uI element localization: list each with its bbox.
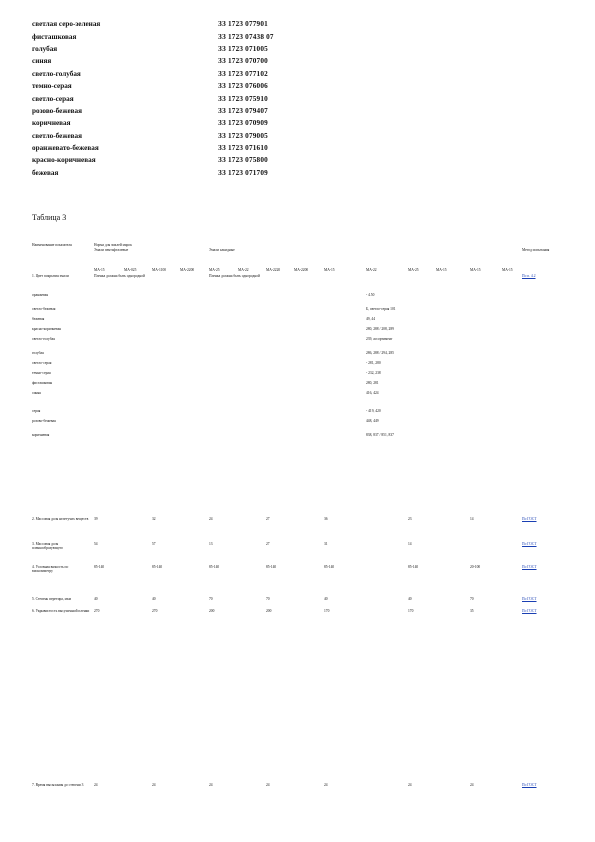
table-cell: 24	[266, 783, 270, 787]
table-cell: 85-140	[408, 565, 419, 569]
table-cell: 20-100	[470, 565, 481, 569]
row-label: красно-коричневая	[32, 327, 61, 331]
color-code: ЗЗ 1723 071610	[218, 144, 268, 153]
row-label: 7. Время высыхания до степени 3	[32, 783, 84, 787]
table-cell: 200	[266, 609, 272, 613]
method-link[interactable]: По ГОСТ	[522, 517, 537, 521]
color-code: ЗЗ 1723 077901	[218, 20, 268, 29]
color-code: ЗЗ 1723 079407	[218, 106, 268, 115]
table-cell: 280, 288 / 208, 289	[366, 327, 394, 331]
table-cell: 27	[266, 542, 270, 546]
table-cell: - 232, 238	[366, 371, 381, 375]
color-name: розово-бежевая	[32, 106, 83, 115]
table-cell: 24	[209, 783, 213, 787]
row-label: 4. Условная вязкость по вискозиметру	[32, 565, 69, 574]
table-subheader: МА-25	[209, 268, 220, 272]
table-subheader: МА-1100	[152, 268, 167, 272]
table-subheader: МА-25	[408, 268, 419, 272]
table-cell: Пленка должна быть однородной	[209, 274, 260, 278]
table-cell: 24	[94, 783, 98, 787]
table-cell: 85-140	[152, 565, 163, 569]
color-name: красно-коричневая	[32, 156, 96, 165]
table-subheader: МА-15	[502, 268, 513, 272]
table-cell: 31	[324, 542, 328, 546]
table-cell: 270	[152, 609, 158, 613]
table-cell: 85-140	[324, 565, 335, 569]
table-cell: 416, 424	[366, 391, 379, 395]
color-name: темно-серая	[32, 82, 72, 91]
table-subheader: МА-22	[238, 268, 249, 272]
method-link[interactable]: По ГОСТ	[522, 542, 537, 546]
table-cell: 24	[324, 783, 328, 787]
color-code: ЗЗ 1723 070909	[218, 119, 268, 128]
color-name: синяя	[32, 57, 52, 66]
row-label: 5. Степень перетира, мкм	[32, 597, 71, 601]
color-code: ЗЗ 1723 077102	[218, 69, 268, 78]
method-link[interactable]: По ГОСТ	[522, 609, 537, 613]
table-cell: 32	[152, 517, 156, 521]
table-cell: 14	[408, 542, 412, 546]
table-cell: 838, 837 / 851, 837	[366, 433, 394, 437]
table-cell: 54	[94, 542, 98, 546]
color-list-item	[32, 154, 312, 166]
row-label: голубая	[32, 351, 44, 355]
table-cell: 85-140	[266, 565, 277, 569]
color-code: ЗЗ 1723 071005	[218, 44, 268, 53]
color-list-item	[32, 80, 312, 92]
color-name: голубая	[32, 44, 58, 53]
table-subheader: МА-2200	[180, 268, 195, 272]
row-label: 2. Массовая доля нелетучих веществ	[32, 517, 89, 521]
table-cell: 239, ассортимент	[366, 337, 393, 341]
table-cell: - 419, 420	[366, 409, 381, 413]
table-cell: - 281, 280	[366, 361, 381, 365]
color-name: коричневая	[32, 119, 71, 128]
color-list-item	[32, 167, 312, 179]
table-cell: 170	[324, 609, 330, 613]
row-label: светло-голубая	[32, 337, 55, 341]
color-code: ЗЗ 1723 07438 07	[218, 32, 274, 41]
color-list-item	[32, 92, 312, 104]
table-subheader: МА-2220	[266, 268, 281, 272]
color-code: ЗЗ 1723 075800	[218, 156, 268, 165]
row-label: серая	[32, 409, 41, 413]
color-list-item	[32, 117, 312, 129]
table-cell: 24	[209, 517, 213, 521]
table-header-alkyd: Эмали алкидные	[209, 248, 235, 252]
color-list-item	[32, 130, 312, 142]
color-list-item	[32, 68, 312, 80]
table-cell: 13	[209, 542, 213, 546]
color-code: ЗЗ 1723 071709	[218, 168, 268, 177]
table-header-method: Метод испытания	[522, 248, 550, 252]
table-cell: 448, 449	[366, 419, 379, 423]
table-cell: 280, 281	[366, 381, 379, 385]
color-code: ЗЗ 1723 076006	[218, 82, 268, 91]
color-code: ЗЗ 1723 079005	[218, 131, 268, 140]
table-cell: 170	[408, 609, 414, 613]
color-name: светло-голубая	[32, 69, 81, 78]
method-link[interactable]: По п. 4.2	[522, 274, 536, 278]
table-cell: 35	[470, 609, 474, 613]
table-cell: 57	[152, 542, 156, 546]
table-subheader: МА-22	[366, 268, 377, 272]
method-link[interactable]: По ГОСТ	[522, 597, 537, 601]
table-caption: Таблица 3	[32, 213, 67, 222]
table-cell: 49, 44	[366, 317, 375, 321]
table-cell: Б, светло-серая 101	[366, 307, 396, 311]
color-name: светлая серо-зеленая	[32, 20, 101, 29]
table-cell: Пленка должна быть однородной	[94, 274, 145, 278]
table-cell: 40	[152, 597, 156, 601]
table-cell: 24	[152, 783, 156, 787]
color-name: бежевая	[32, 168, 59, 177]
method-link[interactable]: По ГОСТ	[522, 565, 537, 569]
table-cell: 85-140	[209, 565, 220, 569]
row-label: фисташковая	[32, 381, 53, 385]
table-cell: 40	[324, 597, 328, 601]
color-code: ЗЗ 1723 075910	[218, 94, 268, 103]
table-cell: 85-140	[94, 565, 105, 569]
table-header-name: Наименование показателя	[32, 243, 72, 247]
color-list-item	[32, 55, 312, 67]
table-cell: 40	[94, 597, 98, 601]
table-cell: 286, 288 / 294, 285	[366, 351, 394, 355]
color-code: ЗЗ 1723 070700	[218, 57, 268, 66]
table-cell: 70	[209, 597, 213, 601]
table-cell: - 4.50	[366, 293, 375, 297]
row-label: бежевая	[32, 317, 45, 321]
table-cell: 39	[94, 517, 98, 521]
table-subheader: МА-15	[436, 268, 447, 272]
row-label: розово-бежевая	[32, 419, 56, 423]
row-label: темно-серая	[32, 371, 51, 375]
color-name: светло-бежевая	[32, 131, 82, 140]
table-cell: 270	[94, 609, 100, 613]
table-cell: 40	[408, 597, 412, 601]
table-cell: 200	[209, 609, 215, 613]
row-label: коричневая	[32, 433, 50, 437]
table-cell: 24	[470, 783, 474, 787]
table-cell: 24	[408, 783, 412, 787]
table-cell: 36	[324, 517, 328, 521]
row-label: светло-серая	[32, 361, 52, 365]
color-list-item	[32, 18, 312, 30]
table-subheader: МА-025	[124, 268, 137, 272]
table-subheader: МА-15	[324, 268, 335, 272]
table-cell: 27	[266, 517, 270, 521]
color-list-item	[32, 142, 312, 154]
table-cell: 70	[470, 597, 474, 601]
row-label: синяя	[32, 391, 41, 395]
color-code-list	[32, 18, 312, 179]
table-subheader: МА-2200	[294, 268, 309, 272]
method-link[interactable]: По ГОСТ	[522, 783, 537, 787]
color-name: оранжевато-бежевая	[32, 144, 99, 153]
color-list-item	[32, 43, 312, 55]
table-header-norm: Норма для эмалей марок	[94, 243, 132, 247]
table-header-penta: Эмали пентафталевые	[94, 248, 129, 252]
table-cell: 14	[470, 517, 474, 521]
table-subheader: МА-15	[94, 268, 105, 272]
row-label: 6. Укрывистость высушенной пленки	[32, 609, 90, 613]
table-cell: 23	[408, 517, 412, 521]
row-label: 3. Массовая доля пленкообразующего	[32, 542, 63, 551]
row-label: 1. Цвет покрытия эмали	[32, 274, 69, 278]
color-list-item	[32, 105, 312, 117]
row-label: оранжевая	[32, 293, 49, 297]
color-name: фисташковая	[32, 32, 77, 41]
table-subheader: МА-15	[470, 268, 481, 272]
table-cell: 70	[266, 597, 270, 601]
color-name: светло-серая	[32, 94, 74, 103]
row-label: светло-бежевая	[32, 307, 56, 311]
color-list-item	[32, 30, 312, 42]
